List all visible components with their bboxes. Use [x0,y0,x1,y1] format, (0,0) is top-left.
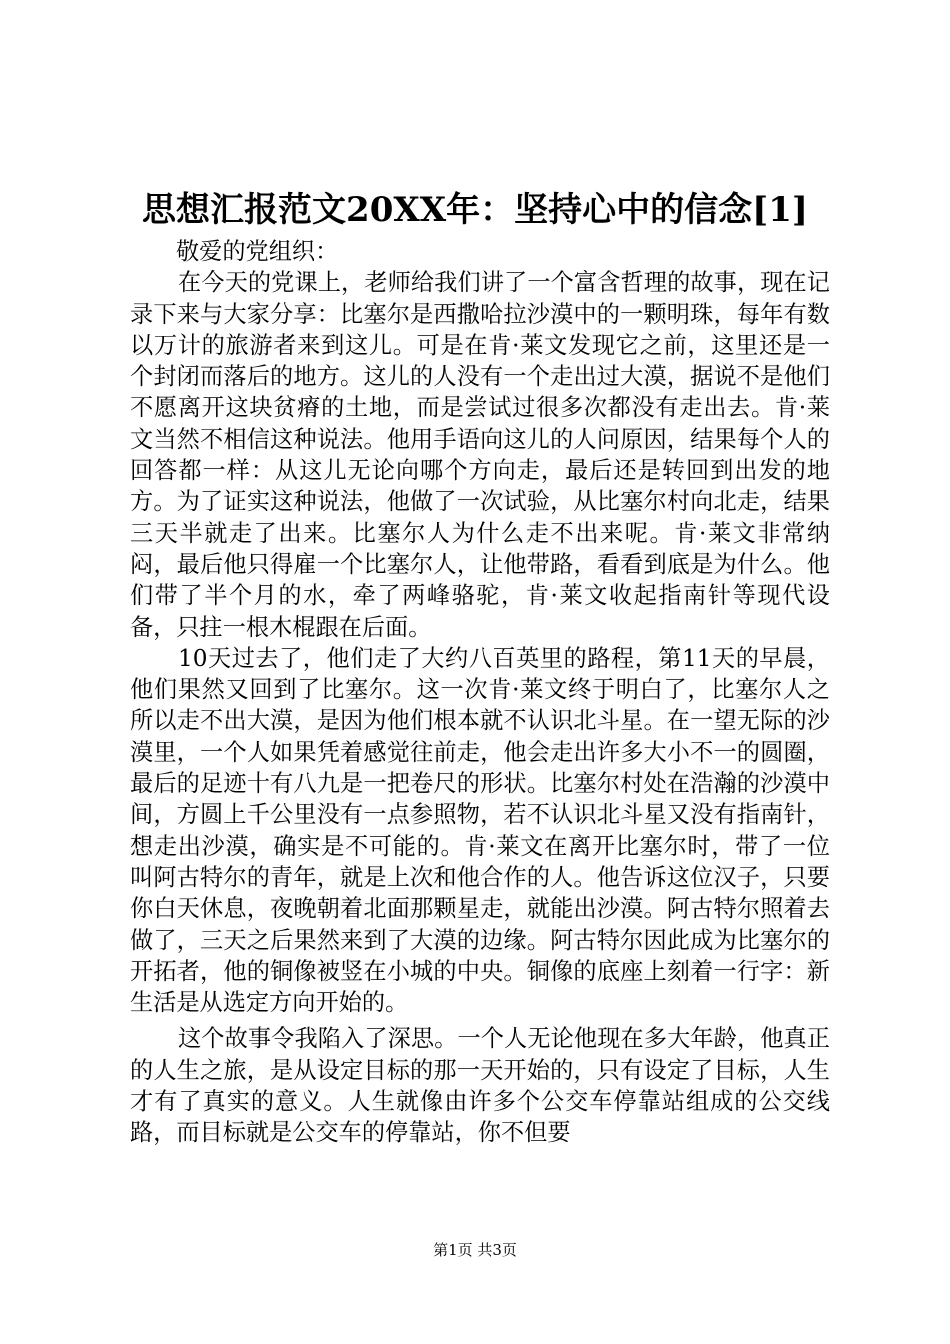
paragraph-1: 在今天的党课上，老师给我们讲了一个富含哲理的故事，现在记录下来与大家分享：比塞尔是西撒哈拉沙漠中的一颗明珠，每年有数以万计的旅游者来到这儿。可是在肯·莱文发现它之前，这里还是一个封闭而落后的地方。这儿的人没有一个走出过大漠，据说不是他们不愿离开这块贫瘠的土地，而是尝试过很多次都没有走出去。肯·莱文当然不相信这种说法。他用手语向这儿的人问原因，结果每个人的回答都一样：从这儿无论向哪个方向走，最后还是转回到出发的地方。为了证实这种说法，他做了一次试验，从比塞尔村向北走，结果三天半就走了出来。比塞尔人为什么走不出来呢。肯·莱文非常纳闷，最后他只得雇一个比塞尔人，让他带路，看看到底是为什么。他们带了半个月的水，牵了两峰骆驼，肯·莱文收起指南针等现代设备，只拄一根木棍跟在后面。 [130,269,830,641]
document-body [130,236,830,1149]
paragraph-3: 这个故事令我陷入了深思。一个人无论他现在多大年龄，他真正的人生之旅，是从设定目标的那一天开始的，只有设定了目标，人生才有了真实的意义。人生就像由许多个公交车停靠站组成的公交线路，而目标就是公交车的停靠站，你不但要 [130,1025,830,1147]
document-title: 思想汇报范文20XX年：坚持心中的信念[1] [142,190,808,230]
page-number-footer: 第1页 共3页 [433,1241,517,1259]
salutation: 敬爱的党组织： [176,238,339,265]
paragraph-2: 10天过去了，他们走了大约八百英里的路程，第11天的早晨，他们果然又回到了比塞尔。这一次肯·莱文终于明白了，比塞尔人之所以走不出大漠，是因为他们根本就不认识北斗星。在一望无际的沙漠里，一个人如果凭着感觉往前走，他会走出许多大小不一的圆圈，最后的足迹十有八九是一把卷尺的形状。比塞尔村处在浩瀚的沙漠中间，方圆上千公里没有一点参照物，若不认识北斗星又没有指南针，想走出沙漠，确实是不可能的。肯·莱文在离开比塞尔时，带了一位叫阿古特尔的青年，就是上次和他合作的人。他告诉这位汉子，只要你白天休息，夜晚朝着北面那颗星走，就能出沙漠。阿古特尔照着去做了，三天之后果然来到了大漠的边缘。阿古特尔因此成为比塞尔的开拓者，他的铜像被竖在小城的中央。铜像的底座上刻着一行字：新生活是从选定方向开始的。 [130,644,830,1017]
